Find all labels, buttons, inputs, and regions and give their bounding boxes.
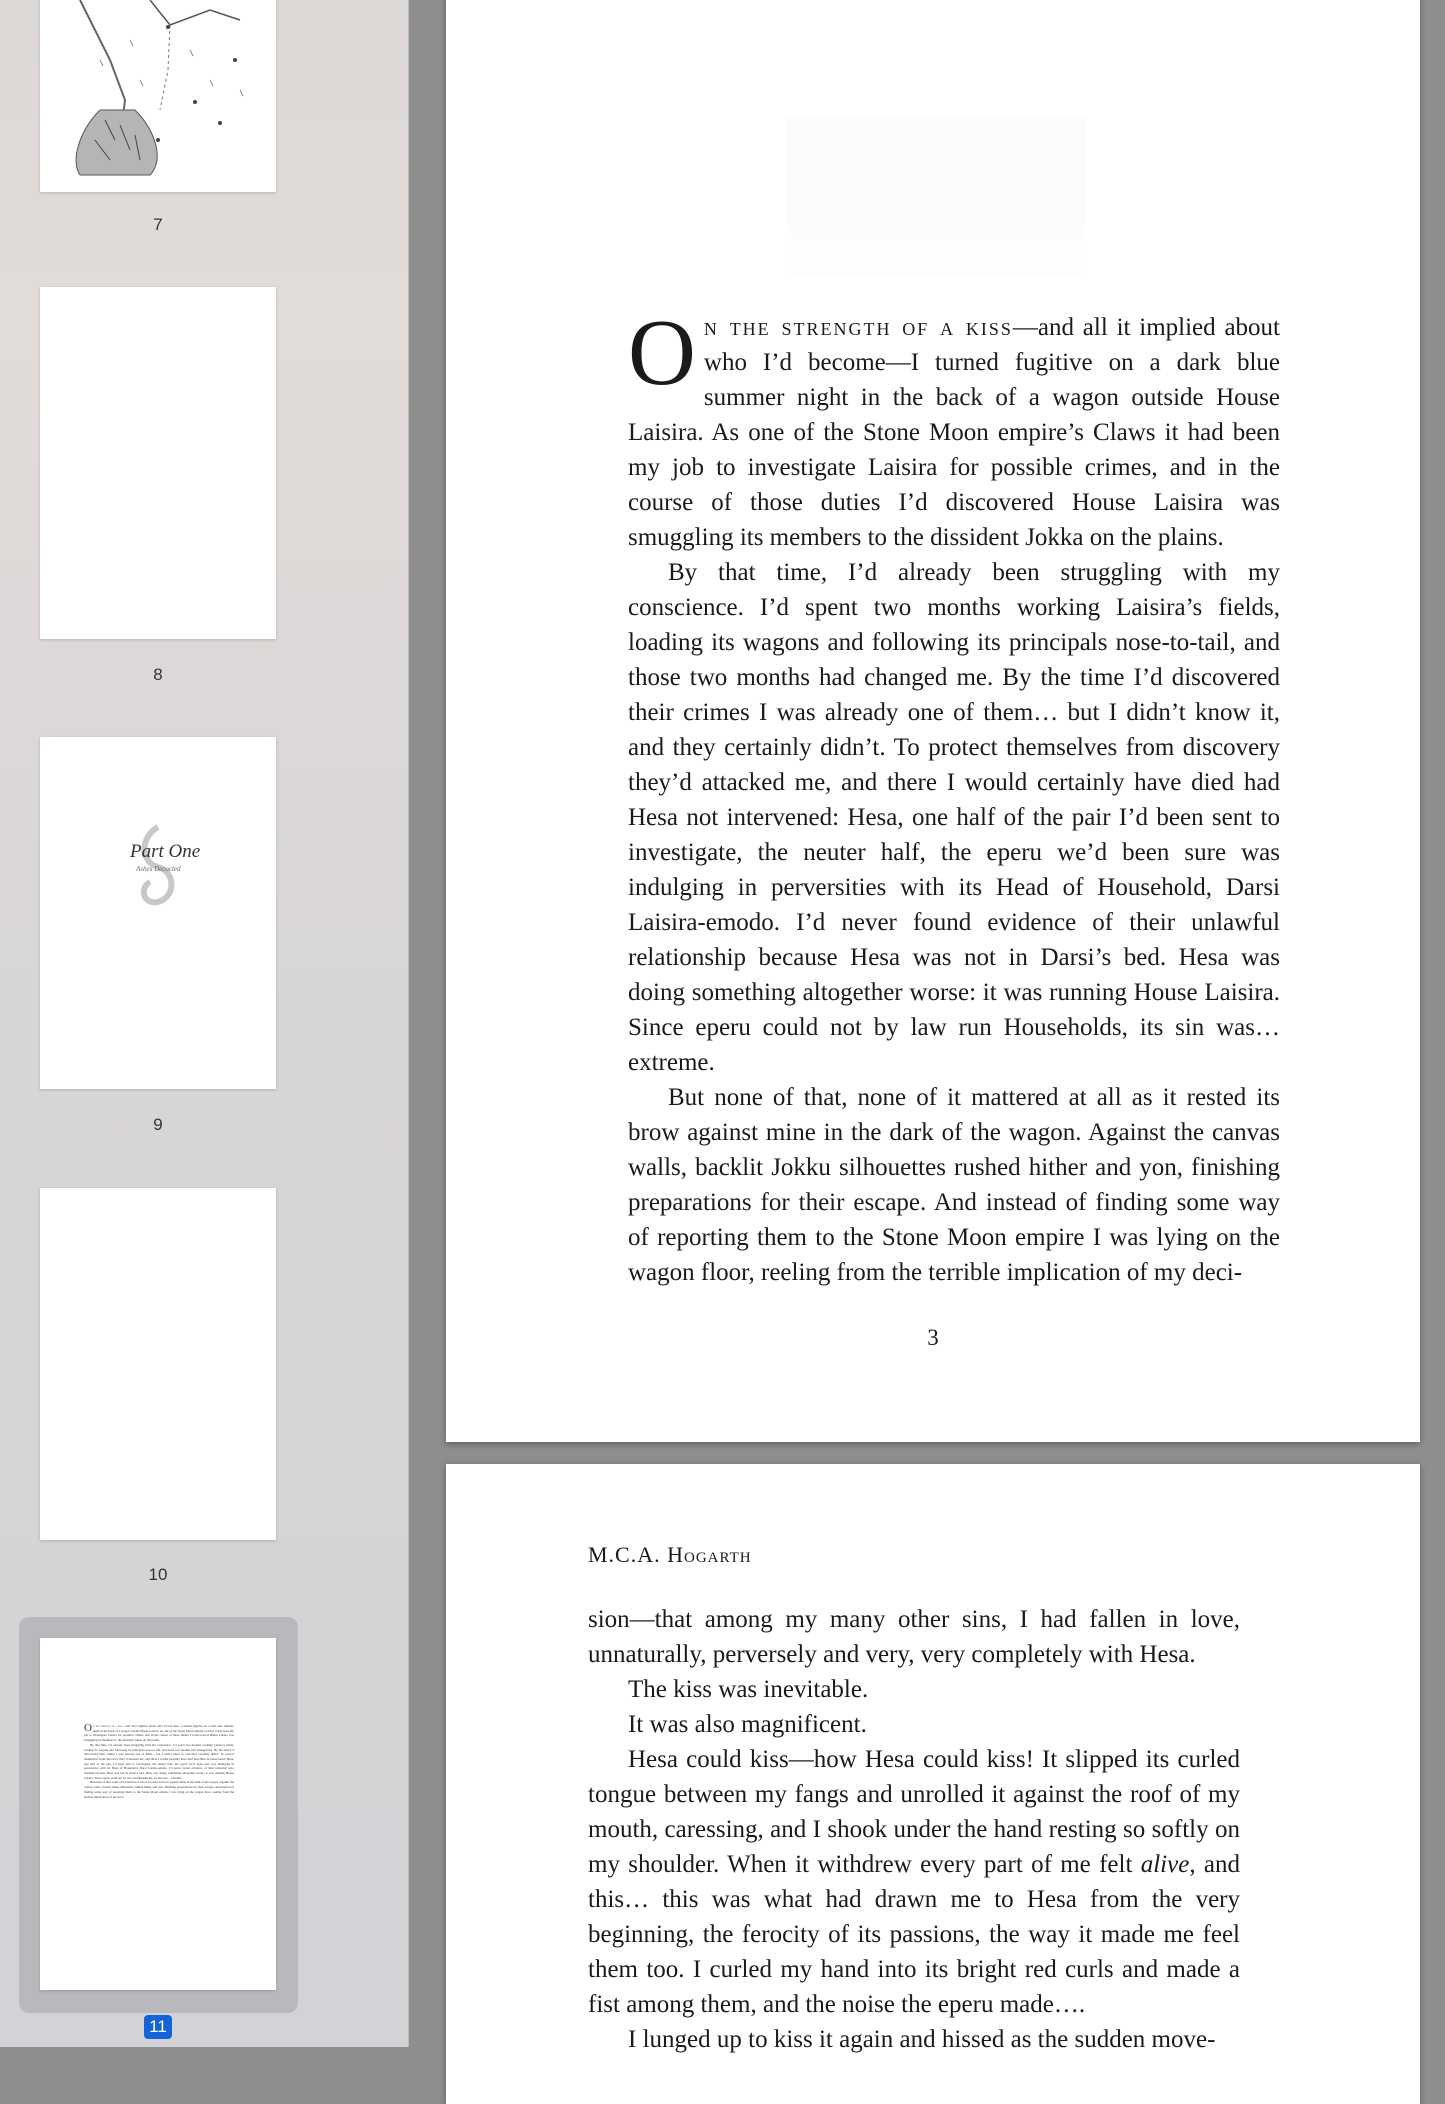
thumbnail-page-9[interactable] (40, 737, 276, 1089)
thumbnail-number-11: 11 (0, 2015, 316, 2039)
drop-cap: O (628, 301, 696, 405)
document-page-3 (446, 0, 1420, 1442)
thumbnail-number-7: 7 (153, 215, 163, 234)
paragraph-3: But none of that, none of it mattered at all as it rested its brow against mine in the dark of the wagon. Against the canvas walls, backlit Jokku silhouettes rushed hither and yon, finishing preparations for their escape. And instead of finding some way of reporting them to the Stone Moon empire I was lying on the wagon floor, reeling from the terrible implication of my deci- (628, 1084, 1280, 1286)
thumbnail-page-10[interactable] (40, 1188, 276, 1540)
paragraph-5: I lunged up to kiss it again and hissed as the sudden move- (628, 2026, 1216, 2053)
ornament-icon (40, 737, 276, 1089)
page-number: 3 (927, 1325, 939, 1350)
paragraph-1: On the strength of a kiss—and all it implied about who I’d become—I turned fugitive on a dark blue summer night in the back of a wagon outside House Laisira. As one of the Stone Moon empire’s Claws it had been my job to investigate Laisira for possible crimes, and in the course of those duties I’d discovered House Laisira was smuggling its members to the dissident Jokka on the plains. (628, 301, 1280, 551)
thumbnail-page-7[interactable] (40, 0, 276, 192)
thumbnail-page-11[interactable] (40, 1638, 276, 1990)
opening-smallcaps: n the strength of a kiss (703, 314, 1013, 341)
running-head-author: M.C.A. Hogarth (588, 1542, 752, 1567)
part-subtitle: Ashes Decocted (136, 865, 181, 873)
thumbnail-number-9: 9 (153, 1115, 163, 1134)
page-body-text (588, 1602, 1240, 2057)
thumbnail-number-8: 8 (153, 665, 163, 684)
map-illustration (40, 0, 276, 192)
page-body-text (628, 301, 1280, 1290)
thumbnail-number-10: 10 (148, 1565, 168, 1584)
thumbnail-sidebar (0, 0, 409, 2047)
document-page-4 (446, 1464, 1420, 2104)
paragraph-4: Hesa could kiss—how Hesa could kiss! It slipped its curled tongue between my fangs and unrolled it against the roof of my mouth, caressing, and I shook under the hand resting so softly on my shoulder. When it withdrew every part of me felt alive, and this… this was what had drawn me to Hesa from the very beginning, the ferocity of its passions, the way it made me feel them too. I curled my hand into its bright red curls and made a fist among them, and the noise the eperu made…. (588, 1746, 1240, 2018)
paragraph-1: sion—that among my many other sins, I had fallen in love, unnaturally, perversely and very, very completely with Hesa. (588, 1606, 1240, 1668)
thumbnail-text-preview: On the strength of a kiss—and all it implied about who I’d become—I turned fugitive on a dark blue summer night in the back of a wagon outside House Laisira. As one of the Stone Moon empire’s Claws it had been my job to investigate Laisira for possible crimes, and in the course of those duties I’d discovered House Laisira was smuggling its members to the dissident Jokka on the plains. By that time, I’d already been struggling with my conscience. I’d spent two months working Laisira’s fields, loading its wagons and following its principals nose-to-tail, and those two months had changed me. By the time I’d discovered their crimes I was already one of them… but I didn’t know it, and they certainly didn’t. To protect themselves from discovery they’d attacked me, and there I would certainly have died had Hesa not intervened: Hesa, one half of the pair I’d been sent to investigate, the neuter half, the eperu we’d been sure was indulging in perversities with its Head of Household, Darsi Laisira-emodo. I’d never found evidence of their unlawful relationship because Hesa was not in Darsi’s bed. Hesa was doing something altogether worse: it was running House Laisira. Since eperu could not by law run Households, its sin was… extreme. But none of that, none of it mattered at all as it rested its brow against mine in the dark of the wagon. Against the canvas walls, backlit Jokku silhouettes rushed hither and yon, finishing preparations for their escape. And instead of finding some way of reporting them to the Stone Moon empire I was lying on the wagon floor, reeling from the terrible implication of my deci- (84, 1722, 234, 1799)
paragraph-3: It was also magnificent. (628, 1711, 867, 1738)
paragraph-2: By that time, I’d already been struggling with my conscience. I’d spent two months working Laisira’s fields, loading its wagons and following its principals nose-to-tail, and those two months had changed me. By the time I’d discovered their crimes I was already one of them… but I didn’t know it, and they certainly didn’t. To protect themselves from discovery they’d attacked me, and there I would certainly have died had Hesa not intervened: Hesa, one half of the pair I’d been sent to investigate, the neuter half, the eperu we’d been sure was indulging in perversities with its Head of Household, Darsi Laisira-emodo. I’d never found evidence of their unlawful relationship because Hesa was not in Darsi’s bed. Hesa was doing something altogether worse: it was running House Laisira. Since eperu could not by law run Households, its sin was… extreme. (628, 559, 1280, 1076)
paragraph-2: The kiss was inevitable. (628, 1676, 869, 1703)
part-title: Part One (130, 841, 201, 862)
faint-header-area (786, 117, 1086, 277)
thumbnail-page-8[interactable] (40, 287, 276, 639)
